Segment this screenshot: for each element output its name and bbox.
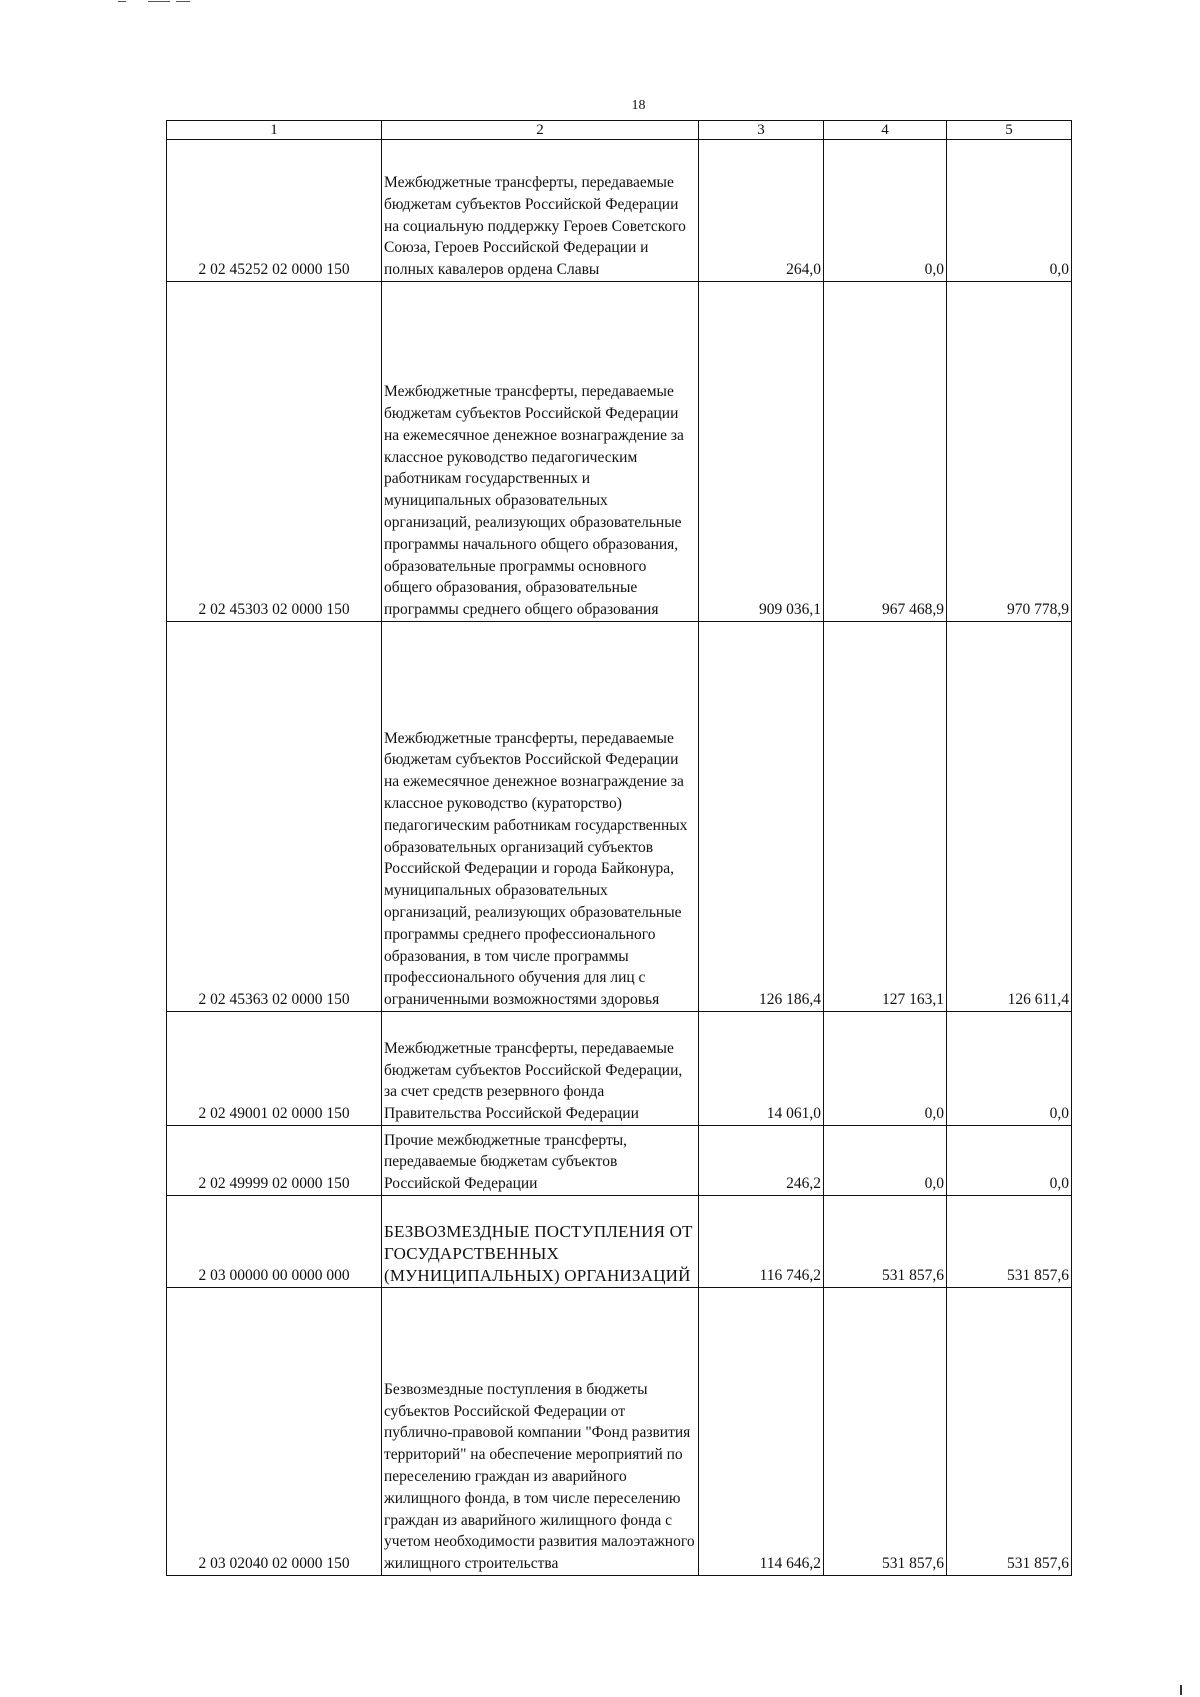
budget-item-name: Прочие межбюджетные трансферты, передаваемые бюджетам субъектов Российской Федерации <box>382 1126 699 1196</box>
value-col-5: 531 857,6 <box>947 1288 1072 1576</box>
table-row <box>167 282 1072 622</box>
value-col-3: 114 646,2 <box>699 1288 824 1576</box>
column-header: 5 <box>947 121 1072 140</box>
scan-edge-mark <box>1180 1685 1182 1695</box>
value-col-5: 970 778,9 <box>947 282 1072 622</box>
page-number: 18 <box>631 98 646 113</box>
budget-code: 2 03 02040 02 0000 150 <box>167 1288 382 1576</box>
budget-item-name: Безвозмездные поступления в бюджеты субъектов Российской Федерации от публично-правовой компании "Фонд развития территорий" на обеспечение мероприятий по переселению граждан из аварийного жилищного фонда, в том числе переселению граждан из аварийного жилищного фонда с учетом необходимости развития малоэтажного жилищного строительства <box>382 1288 699 1576</box>
budget-code: 2 03 00000 00 0000 000 <box>167 1196 382 1288</box>
column-number-header-row <box>167 121 1072 140</box>
value-col-3: 126 186,4 <box>699 622 824 1012</box>
value-col-3: 246,2 <box>699 1126 824 1196</box>
table-row <box>167 1012 1072 1126</box>
budget-code: 2 02 45252 02 0000 150 <box>167 140 382 282</box>
value-col-4: 531 857,6 <box>824 1196 947 1288</box>
value-col-3: 909 036,1 <box>699 282 824 622</box>
value-col-5: 0,0 <box>947 1012 1072 1126</box>
column-header: 3 <box>699 121 824 140</box>
budget-table <box>166 120 1072 1576</box>
budget-item-name: Межбюджетные трансферты, передаваемые бюджетам субъектов Российской Федерации на социальную поддержку Героев Советского Союза, Героев Российской Федерации и полных кавалеров ордена Славы <box>382 140 699 282</box>
column-header: 1 <box>167 121 382 140</box>
value-col-4: 0,0 <box>824 1012 947 1126</box>
value-col-3: 14 061,0 <box>699 1012 824 1126</box>
column-header: 2 <box>382 121 699 140</box>
budget-code: 2 02 49999 02 0000 150 <box>167 1126 382 1196</box>
budget-code: 2 02 49001 02 0000 150 <box>167 1012 382 1126</box>
table-row <box>167 1126 1072 1196</box>
value-col-5: 0,0 <box>947 140 1072 282</box>
scan-artifact <box>118 1 208 5</box>
value-col-5: 126 611,4 <box>947 622 1072 1012</box>
budget-code: 2 02 45303 02 0000 150 <box>167 282 382 622</box>
value-col-4: 531 857,6 <box>824 1288 947 1576</box>
budget-item-name: БЕЗВОЗМЕЗДНЫЕ ПОСТУПЛЕНИЯ ОТ ГОСУДАРСТВЕННЫХ (МУНИЦИПАЛЬНЫХ) ОРГАНИЗАЦИЙ <box>382 1196 699 1288</box>
table-row <box>167 140 1072 282</box>
value-col-5: 531 857,6 <box>947 1196 1072 1288</box>
budget-item-name: Межбюджетные трансферты, передаваемые бюджетам субъектов Российской Федерации на ежемесячное денежное вознаграждение за классное руководство педагогическим работникам государственных и муниципальных образовательных организаций, реализующих образовательные программы начального общего образования, образовательные программы основного общего образования, образовательные программы среднего общего образования <box>382 282 699 622</box>
value-col-3: 264,0 <box>699 140 824 282</box>
budget-code: 2 02 45363 02 0000 150 <box>167 622 382 1012</box>
value-col-4: 0,0 <box>824 140 947 282</box>
value-col-4: 127 163,1 <box>824 622 947 1012</box>
value-col-3: 116 746,2 <box>699 1196 824 1288</box>
table-row <box>167 622 1072 1012</box>
column-header: 4 <box>824 121 947 140</box>
value-col-4: 967 468,9 <box>824 282 947 622</box>
budget-item-name: Межбюджетные трансферты, передаваемые бюджетам субъектов Российской Федерации на ежемесячное денежное вознаграждение за классное руководство (кураторство) педагогическим работникам государственных образовательных организаций субъектов Российской Федерации и города Байконура, муниципальных образовательных организаций, реализующих образовательные программы среднего профессионального образования, в том числе программы профессионального обучения для лиц с ограниченными возможностями здоровья <box>382 622 699 1012</box>
table-row <box>167 1288 1072 1576</box>
value-col-4: 0,0 <box>824 1126 947 1196</box>
budget-item-name: Межбюджетные трансферты, передаваемые бюджетам субъектов Российской Федерации, за счет средств резервного фонда Правительства Российской Федерации <box>382 1012 699 1126</box>
value-col-5: 0,0 <box>947 1126 1072 1196</box>
table-row <box>167 1196 1072 1288</box>
